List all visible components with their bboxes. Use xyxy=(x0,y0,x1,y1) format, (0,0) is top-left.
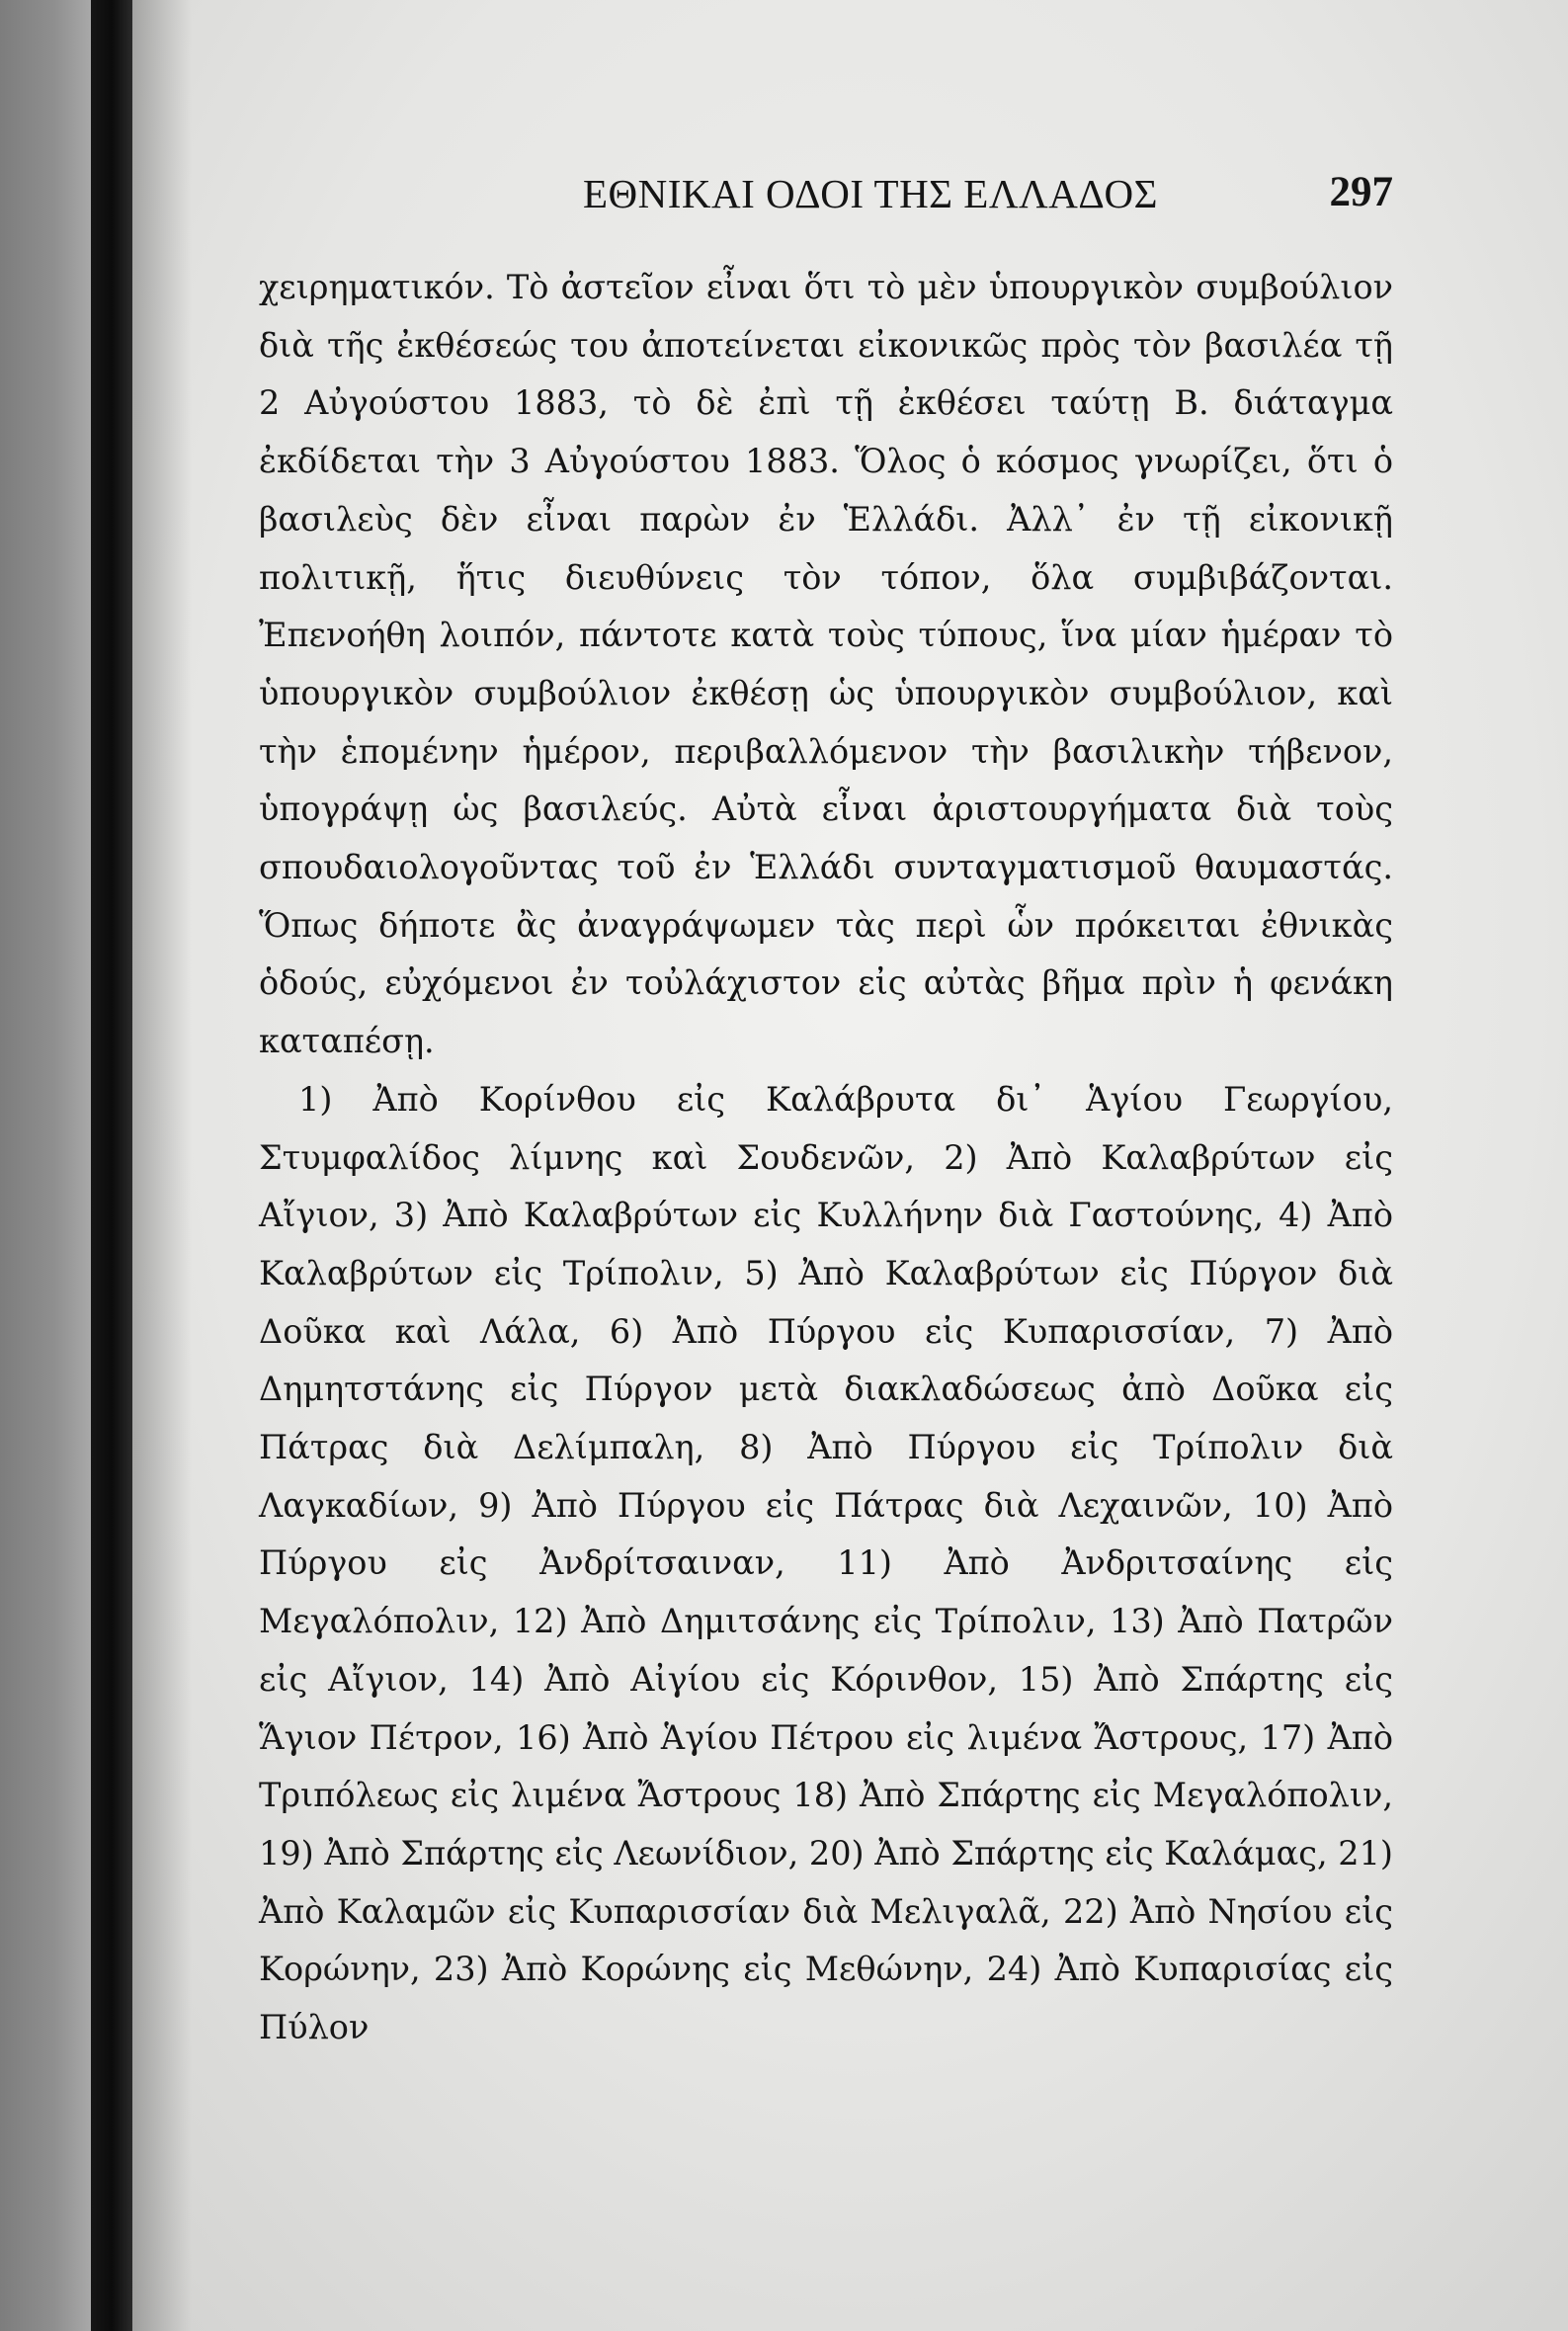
book-spine-shadow xyxy=(91,0,132,2331)
running-head xyxy=(259,166,1393,235)
paragraph-commentary xyxy=(259,259,1393,1071)
book-gutter xyxy=(0,0,91,2331)
paragraph-commentary-end: καταπέσῃ. xyxy=(259,1022,435,1061)
paragraph-commentary-text: χειρηματικόν. Τὸ ἀστεῖον εἶναι ὅτι τὸ μὲν ὑπουργικὸν συμβούλιον διὰ τῆς ἐκθέσεώς του ἀποτείνεται εἰκονικῶς πρὸς τὸν βασιλέα τῇ 2 Αὐγούστου 1883, τὸ δὲ ἐπὶ τῇ ἐκθέσει ταύτῃ Β. διάταγμα ἐκδίδεται τὴν 3 Αὐγούστου 1883. Ὅλος ὁ κόσμος γνωρίζει, ὅτι ὁ βασιλεὺς δὲν εἶναι παρὼν ἐν Ἑλλάδι. Ἀλλ᾽ ἐν τῇ εἰκονικῇ πολιτικῇ, ἥτις διευθύνεις τὸν τόπον, ὅλα συμβιβάζονται. Ἐπενοήθη λοιπόν, πάντοτε κατὰ τοὺς τύπους, ἵνα μίαν ἡμέραν τὸ ὑπουργικὸν συμβούλιον ἐκθέσῃ ὡς ὑπουργικὸν συμβούλιον, καὶ τὴν ἑπομένην ἡμέρον, περιβαλλόμενον τὴν βασιλικὴν τήβενον, ὑπογράψῃ ὡς βασιλεύς. Αὐτὰ εἶναι ἀριστουργήματα διὰ τοὺς σπουδαιολογοῦντας τοῦ ἐν Ἑλλάδι συνταγματισμοῦ θαυμαστάς. Ὅπως δήποτε ἂς ἀναγράψωμεν τὰς περὶ ὧν πρόκειται ἐθνικὰς ὁδούς, εὐχόμενοι ἐν τοὐλάχιστον εἰς αὐτὰς βῆμα πρὶν ἡ φενάκη xyxy=(259,268,1393,1003)
page-number: 297 xyxy=(1329,169,1393,215)
running-title: ΕΘΝΙΚΑΙ ΟΔΟΙ ΤΗΣ ΕΛΛΑΔΟΣ xyxy=(583,171,1158,216)
spine-gradient xyxy=(132,0,192,2331)
body-text xyxy=(259,259,1393,2057)
paragraph-road-list: 1) Ἀπὸ Κορίνθου εἰς Καλάβρυτα δι᾽ Ἁγίου Γεωργίου, Στυμφαλίδος λίμνης καὶ Σουδενῶν, 2) Ἀπὸ Καλαβρύτων εἰς Αἴγιον, 3) Ἀπὸ Καλαβρύτων εἰς Κυλλήνην διὰ Γαστούνης, 4) Ἀπὸ Καλαβρύτων εἰς Τρίπολιν, 5) Ἀπὸ Καλαβρύτων εἰς Πύργον διὰ Δοῦκα καὶ Λάλα, 6) Ἀπὸ Πύργου εἰς Κυπαρισσίαν, 7) Ἀπὸ Δημητστάνης εἰς Πύργον μετὰ διακλαδώσεως ἀπὸ Δοῦκα εἰς Πάτρας διὰ Δελίμπαλη, 8) Ἀπὸ Πύργου εἰς Τρίπολιν διὰ Λαγκαδίων, 9) Ἀπὸ Πύργου εἰς Πάτρας διὰ Λεχαινῶν, 10) Ἀπὸ Πύργου εἰς Ἀνδρίτσαιναν, 11) Ἀπὸ Ἀνδριτσαίνης εἰς Μεγαλόπολιν, 12) Ἀπὸ Δημιτσάνης εἰς Τρίπολιν, 13) Ἀπὸ Πατρῶν εἰς Αἴγιον, 14) Ἀπὸ Αἰγίου εἰς Κόρινθον, 15) Ἀπὸ Σπάρτης εἰς Ἅγιον Πέτρον, 16) Ἀπὸ Ἁγίου Πέτρου εἰς λιμένα Ἄστρους, 17) Ἀπὸ Τριπόλεως εἰς λιμένα Ἄστρους 18) Ἀπὸ Σπάρτης εἰς Μεγαλόπολιν, 19) Ἀπὸ Σπάρτης εἰς Λεωνίδιον, 20) Ἀπὸ Σπάρτης εἰς Καλάμας, 21) Ἀπὸ Καλαμῶν εἰς Κυπαρισσίαν διὰ Μελιγαλᾶ, 22) Ἀπὸ Νησίου εἰς Κορώνην, 23) Ἀπὸ Κορώνης εἰς Μεθώνην, 24) Ἀπὸ Κυπαρισίας εἰς Πύλον xyxy=(259,1079,1393,2047)
book-page xyxy=(259,166,1393,2057)
